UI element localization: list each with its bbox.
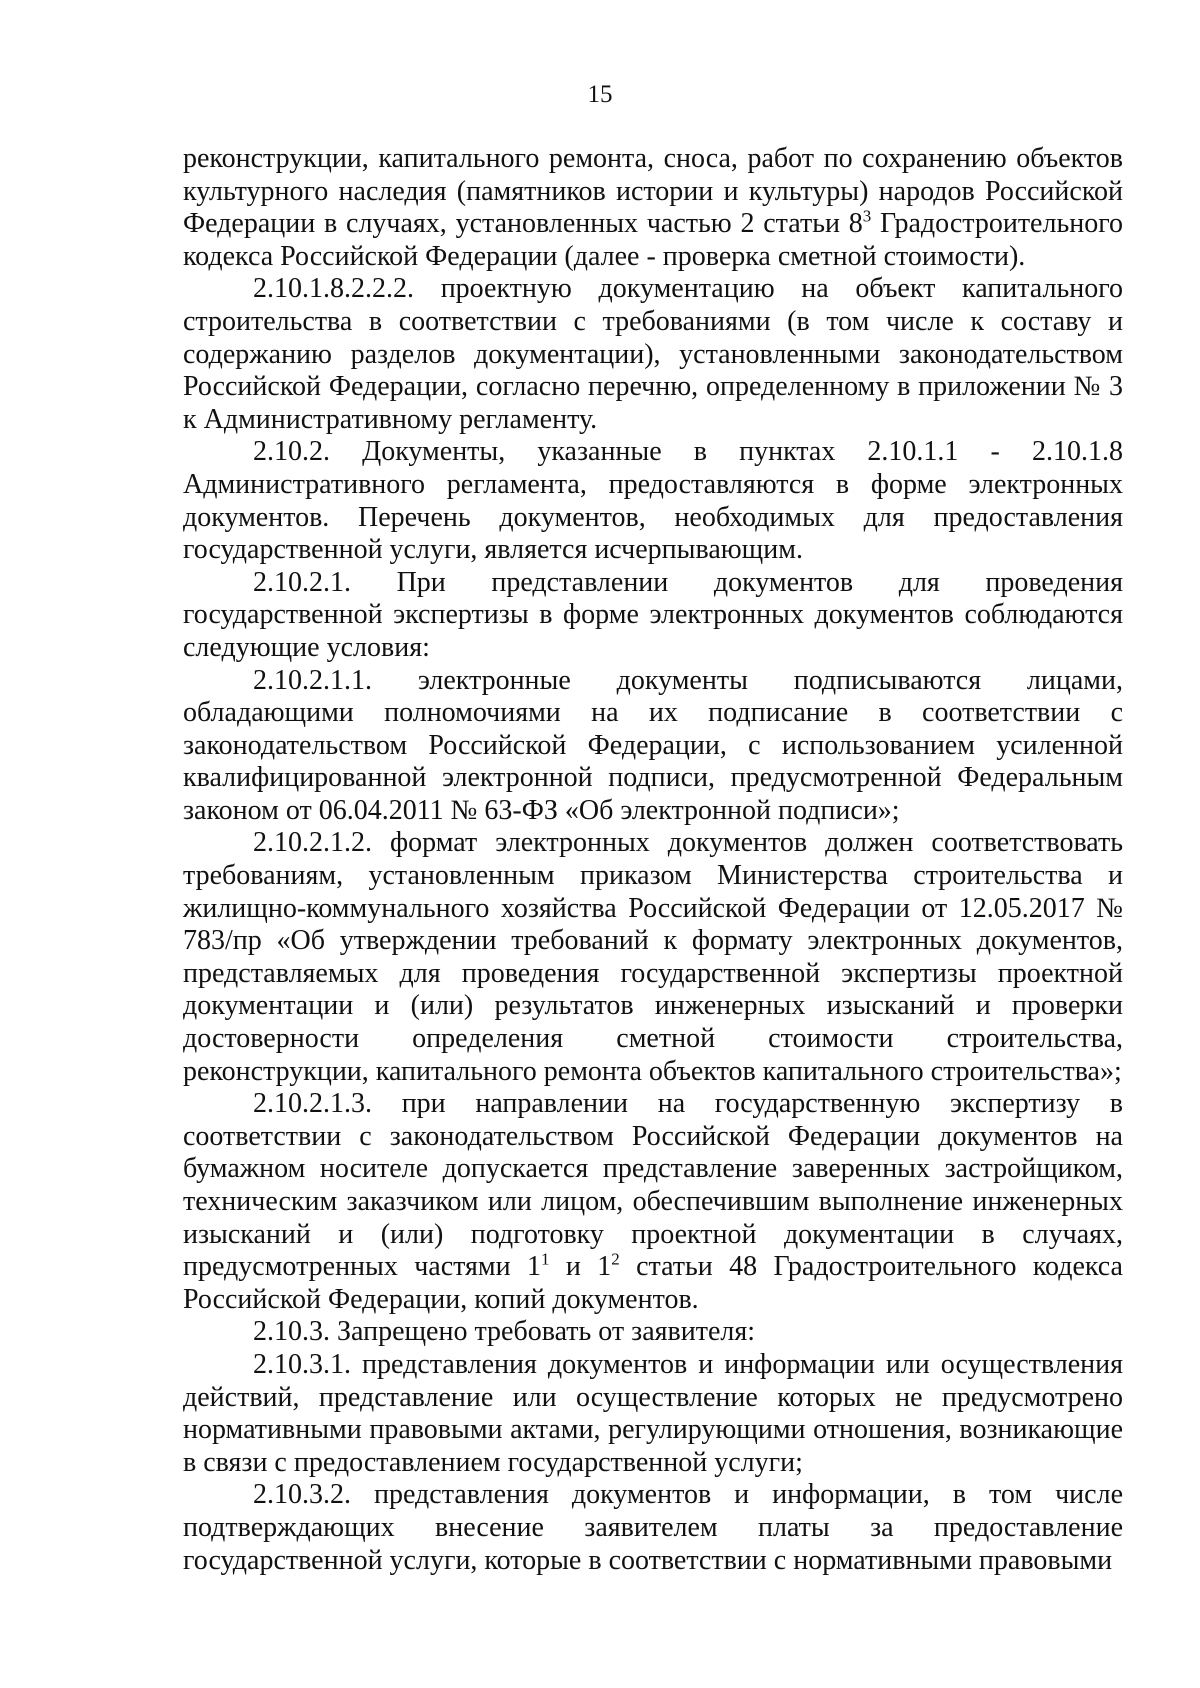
paragraph-p7 bbox=[183, 1316, 1123, 1349]
paragraph-p6 bbox=[183, 1088, 1123, 1316]
paragraph-text: 2.10.2.1. При представлении документов для проведения государственной экспертизы в форме электронных документов соблюдаются следующие условия: bbox=[183, 566, 1123, 663]
paragraph-text: Градостроительного кодекса Российской Федерации (далее - проверка сметной стоимости). bbox=[183, 208, 1123, 272]
paragraph-p1 bbox=[183, 273, 1123, 436]
superscript: 1 bbox=[540, 1249, 550, 1269]
paragraph-text: 2.10.3.2. представления документов и информации, в том числе подтверждающих внесение заявителем платы за предоставление государственной услуги, которые в соответствии с нормативными правовыми bbox=[183, 1479, 1123, 1576]
document-body bbox=[183, 143, 1123, 1577]
paragraph-text: 2.10.3. Запрещено требовать от заявителя: bbox=[253, 1316, 756, 1348]
paragraph-text: 2.10.3.1. представления документов и информации или осуществления действий, представление или осуществление которых не предусмотрено нормативными правовыми актами, регулирующими отношения, возникающие в связи с предоставлением государственной услуги; bbox=[183, 1348, 1123, 1478]
superscript: 3 bbox=[862, 206, 872, 226]
paragraph-text: 2.10.1.8.2.2.2. проектную документацию на объект капитального строительства в соответствии с требованиями (в том числе к составу и содержанию разделов документации), установленными законодательством Российской Федерации, согласно перечню, определенному в приложении № 3 к Административному регламенту. bbox=[183, 273, 1123, 435]
paragraph-text: 2.10.2.1.1. электронные документы подписываются лицами, обладающими полномочиями на их подписание в соответствии с законодательством Российской Федерации, с использованием усиленной квалифицированной электронной подписи, предусмотренной Федеральным законом от 06.04.2011 № 63-ФЗ «Об электронной подписи»; bbox=[183, 664, 1123, 826]
paragraph-text: статьи 48 Градостроительного кодекса Российской Федерации, копий документов. bbox=[183, 1251, 1123, 1315]
paragraph-text: реконструкции, капитального ремонта, сноса, работ по сохранению объектов культурного наследия (памятников истории и культуры) народов Российской Федерации в случаях, установленных частью 2 статьи 8 bbox=[183, 143, 1123, 240]
page-number: 15 bbox=[587, 81, 613, 108]
paragraph-p0 bbox=[183, 143, 1123, 273]
paragraph-p8 bbox=[183, 1349, 1123, 1479]
paragraph-p4 bbox=[183, 665, 1123, 828]
paragraph-text: и 1 bbox=[549, 1251, 612, 1283]
paragraph-p9 bbox=[183, 1479, 1123, 1577]
paragraph-p3 bbox=[183, 567, 1123, 665]
paragraph-p2 bbox=[183, 436, 1123, 566]
paragraph-text: 2.10.2. Документы, указанные в пунктах 2.10.1.1 - 2.10.1.8 Административного регламента, предоставляются в форме электронных документов. Перечень документов, необходимых для предоставления государственной услуги, является исчерпывающим. bbox=[183, 436, 1123, 566]
superscript: 2 bbox=[611, 1249, 620, 1269]
paragraph-text: 2.10.2.1.3. при направлении на государственную экспертизу в соответствии с законодательством Российской Федерации документов на бумажном носителе допускается представление заверенных застройщиком, техническим заказчиком или лицом, обеспечившим выполнение инженерных изысканий и (или) подготовку проектной документации в случаях, предусмотренных частями 1 bbox=[183, 1088, 1123, 1283]
paragraph-p5 bbox=[183, 827, 1123, 1088]
paragraph-text: 2.10.2.1.2. формат электронных документов должен соответствовать требованиям, установленным приказом Министерства строительства и жилищно-коммунального хозяйства Российской Федерации от 12.05.2017 № 783/пр «Об утверждении требований к формату электронных документов, представляемых для проведения государственной экспертизы проектной документации и (или) результатов инженерных изысканий и проверки достоверности определения сметной стоимости строительства, реконструкции, капитального ремонта объектов капитального строительства»; bbox=[183, 827, 1123, 1087]
